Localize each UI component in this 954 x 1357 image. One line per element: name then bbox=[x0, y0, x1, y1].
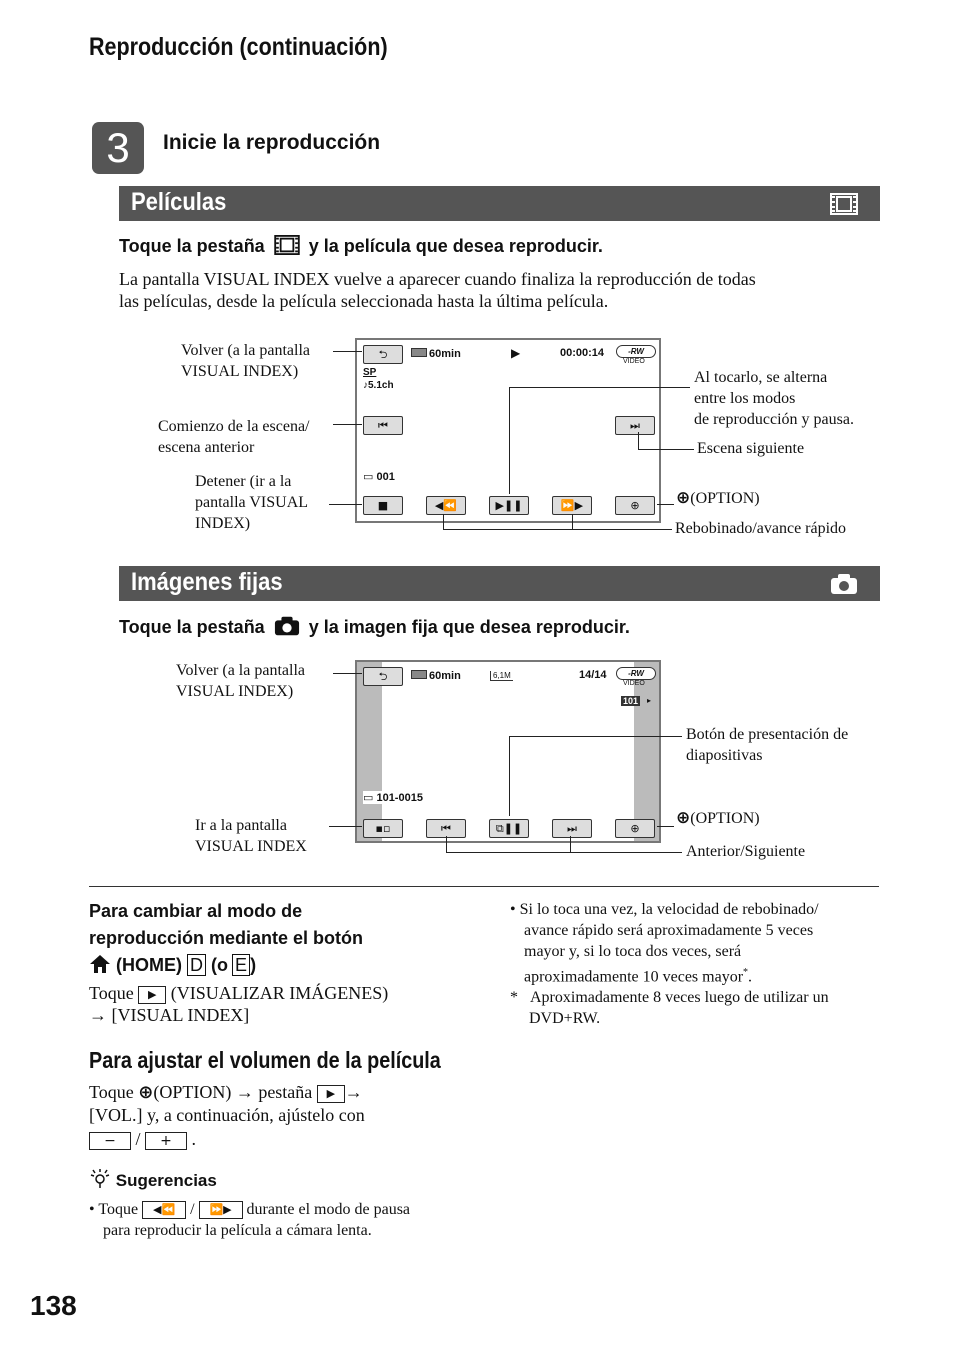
camera-tab-icon bbox=[274, 615, 300, 637]
band-title: Películas bbox=[131, 188, 227, 216]
peliculas-instruction bbox=[119, 235, 603, 257]
key-e: E bbox=[232, 954, 250, 976]
play-pause-button[interactable]: ▶❚❚ bbox=[489, 496, 529, 515]
surround-indicator: ♪5.1ch bbox=[363, 380, 394, 391]
instr-text-post: y la imagen fija que desea reproducir. bbox=[308, 617, 630, 637]
paragraph-change-mode: Toque ▶ (VISUALIZAR IMÁGENES) → [VISUAL INDEX] bbox=[89, 983, 389, 1025]
slideshow-button[interactable]: ⧉❚❚ bbox=[489, 819, 529, 838]
fast-forward-button-icon: ⏩▶ bbox=[199, 1201, 243, 1219]
leader-line bbox=[333, 424, 362, 425]
rewind-button[interactable]: ◀⏪ bbox=[426, 496, 466, 515]
folder-arrow-icon: ▸ bbox=[647, 696, 652, 705]
stop-button[interactable]: ■ bbox=[363, 496, 403, 515]
screen-side-bar bbox=[357, 662, 382, 841]
fast-forward-button[interactable]: ⏩▶ bbox=[552, 496, 592, 515]
leader-line bbox=[572, 514, 573, 529]
instr-text-post: y la película que desea reproducir. bbox=[308, 236, 603, 256]
camera-icon bbox=[830, 573, 858, 595]
body-line: las películas, desde la película seleccionada hasta la última película. bbox=[119, 291, 609, 311]
view-images-icon: ▶ bbox=[138, 986, 166, 1004]
option-button[interactable]: ⊕ bbox=[615, 496, 655, 515]
file-number: ▭ 101-0015 bbox=[363, 792, 423, 804]
home-icon bbox=[89, 954, 111, 974]
option-button[interactable]: ⊕ bbox=[615, 819, 655, 838]
video-label: VIDEO bbox=[623, 680, 645, 687]
heading-change-mode: Para cambiar al modo de reproducción mediante el botón (HOME) D (o E ) bbox=[89, 901, 364, 975]
leader-line bbox=[509, 387, 690, 388]
leader-line bbox=[329, 504, 362, 505]
plus-button-icon: + bbox=[145, 1132, 187, 1150]
tip-item: • Toque ◀⏪ / ⏩▶ durante el modo de pausa para reproducir la película a cámara lenta. bbox=[89, 1201, 411, 1239]
section-band-peliculas bbox=[119, 186, 880, 221]
play-tab-icon: ▶ bbox=[317, 1085, 345, 1103]
label-option: ⊕(OPTION) bbox=[676, 808, 760, 828]
film-icon bbox=[830, 193, 858, 215]
sp-mode-label: SP bbox=[363, 367, 377, 378]
leader-line bbox=[443, 529, 672, 530]
folder-indicator: 101 bbox=[623, 696, 639, 706]
rw-disc-badge: -RW bbox=[616, 345, 656, 358]
film-tab-icon bbox=[274, 235, 300, 255]
page-header-title: Reproducción (continuación) bbox=[89, 33, 388, 61]
label-go-visual-index: Ir a la pantalla VISUAL INDEX bbox=[195, 817, 307, 855]
section-band-imagenes bbox=[119, 566, 880, 601]
leader-line bbox=[657, 826, 674, 827]
rw-disc-badge: -RW bbox=[616, 667, 656, 680]
previous-image-button[interactable]: ⏮ bbox=[426, 819, 466, 838]
leader-line bbox=[638, 432, 639, 449]
leader-line bbox=[446, 852, 682, 853]
key-d: D bbox=[187, 954, 206, 976]
leader-line bbox=[329, 826, 362, 827]
page-number: 138 bbox=[30, 1290, 77, 1321]
video-label: VIDEO bbox=[623, 358, 645, 365]
label-toggle: Al tocarlo, se alterna entre los modos de reproducción y pausa. bbox=[694, 369, 854, 428]
battery-indicator: 60min bbox=[411, 670, 461, 682]
movie-playback-screen bbox=[355, 338, 661, 523]
image-size-indicator: 6,1M bbox=[490, 671, 513, 681]
leader-line bbox=[657, 504, 674, 505]
visual-index-button[interactable]: ▪▫ bbox=[363, 819, 403, 838]
paragraph-volume: Toque ⊕(OPTION) → pestaña ▶ → [VOL.] y, a continuación, ajústelo con − / + . bbox=[89, 1082, 365, 1149]
image-count: 14/14 bbox=[579, 669, 607, 681]
battery-indicator: 60min bbox=[411, 348, 461, 360]
leader-line bbox=[333, 673, 362, 674]
label-rewind-ff: Rebobinado/avance rápido bbox=[675, 520, 847, 537]
rewind-button-icon: ◀⏪ bbox=[142, 1201, 186, 1219]
scene-counter: ▭ 001 bbox=[363, 471, 395, 483]
label-back: Volver (a la pantalla VISUAL INDEX) bbox=[176, 662, 305, 700]
next-image-button[interactable]: ⏭ bbox=[552, 819, 592, 838]
step-title: Inicie la reproducción bbox=[163, 131, 381, 154]
back-button[interactable]: ⮌ bbox=[363, 667, 403, 686]
time-counter: 00:00:14 bbox=[560, 347, 605, 359]
leader-line bbox=[509, 736, 682, 737]
leader-line bbox=[509, 387, 510, 494]
label-next-scene: Escena siguiente bbox=[697, 440, 805, 457]
tips-heading: Sugerencias bbox=[89, 1168, 217, 1191]
screen-side-bar bbox=[634, 662, 659, 841]
leader-line bbox=[638, 449, 694, 450]
section-divider bbox=[89, 886, 879, 887]
body-line: La pantalla VISUAL INDEX vuelve a aparecer cuando finaliza la reproducción de todas bbox=[119, 269, 756, 289]
label-back: Volver (a la pantalla VISUAL INDEX) bbox=[181, 342, 310, 380]
imagenes-instruction bbox=[119, 615, 630, 638]
label-slideshow: Botón de presentación de diapositivas bbox=[686, 726, 849, 764]
footnote: * Aproximadamente 8 veces luego de utilizar un DVD+RW. bbox=[510, 989, 829, 1027]
right-bullet: • Si lo toca una vez, la velocidad de rebobinado/ avance rápido será aproximadamente 5 veces mayor y, si lo toca dos veces, será aproximadamente 10 veces mayor*. bbox=[510, 901, 819, 986]
back-button[interactable]: ⮌ bbox=[363, 345, 403, 364]
previous-scene-button[interactable]: ⏮ bbox=[363, 416, 403, 435]
option-icon: ⊕ bbox=[676, 488, 691, 508]
leader-line bbox=[570, 836, 571, 852]
instr-text-pre: Toque la pestaña bbox=[119, 236, 265, 256]
lightbulb-icon bbox=[89, 1168, 111, 1190]
leader-line bbox=[333, 351, 362, 352]
option-icon: ⊕ bbox=[676, 808, 691, 828]
band-title: Imágenes fijas bbox=[131, 568, 283, 596]
instr-text-pre: Toque la pestaña bbox=[119, 617, 265, 637]
minus-button-icon: − bbox=[89, 1132, 131, 1150]
heading-volume: Para ajustar el volumen de la película bbox=[89, 1047, 441, 1073]
next-scene-button[interactable]: ⏭ bbox=[615, 416, 655, 435]
label-option: ⊕(OPTION) bbox=[676, 488, 760, 508]
leader-line bbox=[509, 736, 510, 816]
step-number-badge: 3 bbox=[92, 122, 144, 174]
option-icon: ⊕ bbox=[138, 1082, 154, 1103]
label-stop: Detener (ir a la pantalla VISUAL INDEX) bbox=[195, 473, 309, 532]
peliculas-body bbox=[119, 268, 889, 312]
leader-line bbox=[446, 836, 447, 852]
still-playback-screen bbox=[355, 660, 661, 843]
label-scene-start: Comienzo de la escena/ escena anterior bbox=[158, 418, 310, 456]
label-prev-next: Anterior/Siguiente bbox=[686, 843, 806, 860]
leader-line bbox=[443, 514, 444, 529]
play-status-icon: ▶ bbox=[511, 346, 521, 360]
